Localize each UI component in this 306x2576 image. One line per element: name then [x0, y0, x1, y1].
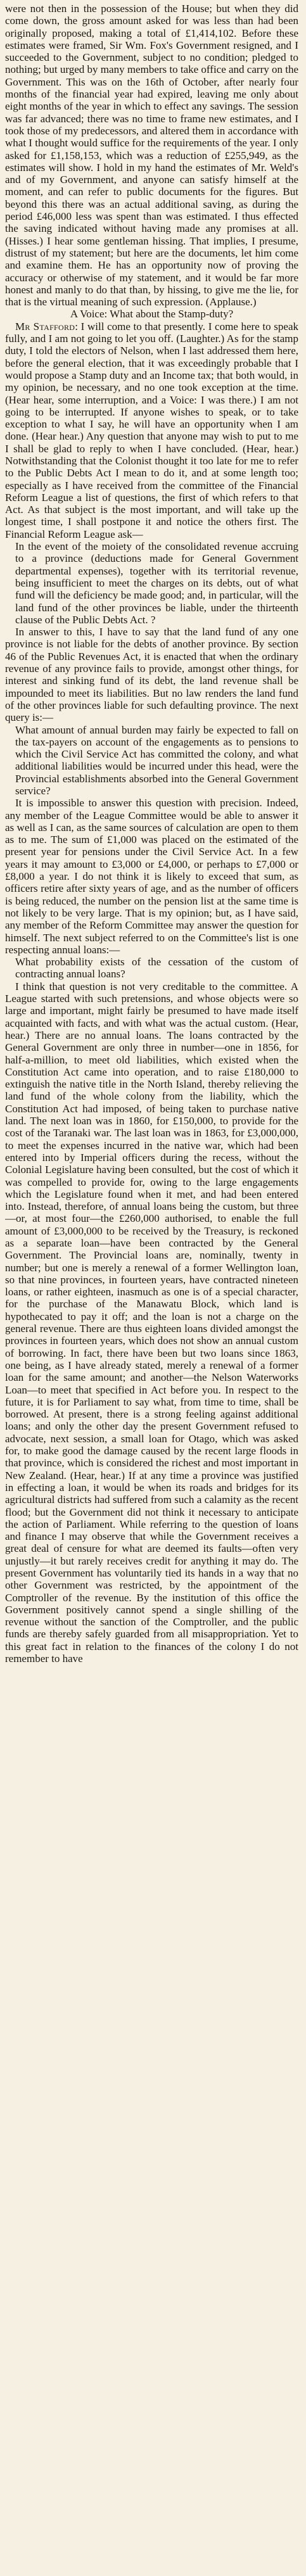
league-question-pensions: What amount of annual burden may fairly be expected to fall on the tax-payers on account of the engagements as to pensions to which the Civil Service Act has committed the colony, and what additional liabilities would be incurred under this head, were the Provincial establishments absorbed into the General Government service? [15, 723, 298, 797]
answer-land-fund: In answer to this, I have to say that the land fund of any one province is not liable for the debts of another province. By section 46 of the Public Revenues Act, it is enacted that when the ordinary revenue of any province fails to provide, amongst other things, for interest and sinking fund of its debt, the land revenue shall be impounded to meet its liabilities. But no law renders the land fund of the other provinces liable for such defaulting province. The next query is:— [5, 626, 298, 724]
answer-annual-loans: I think that question is not very creditable to the committee. A League started with such pretensions, and whose objects were so large and important, might fairly be presumed to have made itself acquainted with facts, and with what was the actual custom. (Hear, hear.) There are no annual loans. The loans contracted by the General Government are only three in number—one in 1856, for half-a-million, to meet old liabilities, which existed when the Constitution Act came into operation, and to raise £180,000 to extinguish the native title in the North Island, thereby relieving the land fund of the whole colony from the liability, which the Constitution Act had imposed, of being taken to purchase native land. The next loan was in 1860, for £150,000, to provide for the cost of the Taranaki war. The last loan was in 1863, for £3,000,000, to meet the expenses incurred in the native war, which had been entered into by Imperial officers during the recess, without the Colonial Legislature having been consulted, but the cost of which it was compelled to provide for, owing to the large engagements which the Legislature found when it met, and had been entered into. Instead, therefore, of annual loans being the custom, but three—or, at most four—the £260,000 authorised, to enable the full amount of £3,000,000 to be received by the Treasury, is reckoned as a separate loan—have been contracted by the General Government. The Provincial loans are, nominally, twenty in number; but one is merely a renewal of a former Wellington loan, so that nine provinces, in fourteen years, have contracted nineteen loans, or rather eighteen, inasmuch as one is of a special character, for the purchase of the Manawatu Block, which land is hypothecated to pay it off; and the loan is not a charge on the general revenue. There are thus eighteen loans divided amongst the provinces in fourteen years, which does not show an annual custom of borrowing. In fact, there have been but two loans since 1863, one being, as I have already stated, merely a renewal of a former loan for the same amount; and another—the Nelson Waterworks Loan—to meet that specified in Act before you. In respect to the future, it is for Parliament to say what, from time to time, shall be borrowed. At present, there is a strong feeling against additional loans; and only the other day the present Government refused to advocate, next session, a small loan for Otago, which was asked for, to make good the damage caused by the recent large floods in that province, which is considered the richest and most important in New Zealand. (Hear, hear.) If at any time a province was justified in effecting a loan, it would be when its roads and bridges for its agricultural districts had suffered from such a calamity as the recent flood; but the Government did not think it necessary to anticipate the action of Parliament. While referring to the question of loans and finance I may observe that while the Government receives a great deal of censure for what are deemed its faults—often very unjustly—it but rarely receives credit for anything it may do. The present Government has voluntarily tied its hands in a way that no other Government was restricted, by the appointment of the Comptroller of the revenue. By the institution of this office the Government positively cannot spend a single shilling of the revenue without the sanction of the Comptroller, and the public funds are thereby safely guarded from all misappropriation. Yet to this great fact in relation to the finances of the colony I do not remember to have [5, 980, 298, 1665]
paragraph-stafford-reply [5, 320, 298, 540]
answer-pensions: It is impossible to answer this question with precision. Indeed, any member of the League Committee would be able to answer it as well as I can, as the same sources of calculation are open to them as to me. The sum of £1,000 was placed on the estimated of the present year for pensions under the Civil Service Act. In a few years it may amount to £3,000 or £4,000, or perhaps to £7,000 or £8,000 a year. I do not think it is likely to exceed that sum, as officers retire after sixty years of age, and as the number of officers is being reduced, the number on the pension list at the same time is not likely to be very large. That is my opinion; but, as I have said, any member of the Reform Committee may answer the question for himself. The next subject referred to on the Committee's list is one respecting annual loans:— [5, 797, 298, 956]
voice-interjection: A Voice: What about the Stamp-duty? [70, 308, 234, 320]
article-column [5, 3, 298, 2574]
speaker-name: Mr Stafford [15, 320, 75, 333]
league-question-land-fund: In the event of the moiety of the consolidated revenue accruing to a province (deductions made for General Government departmental expenses), together with its territorial revenue, being insufficient to meet the charges on its debts, out of what fund will the deficiency be made good; and, in particular, will the land fund of the other provinces be liable, under the thirteenth clause of the Public Debts Act. ? [15, 540, 298, 626]
paragraph-opening-financial-statement: were not then in the possession of the House; but when they did come down, the gross amount asked for was less than had been originally proposed, making a total of £1,414,102. Before these estimates were framed, Sir Wm. Fox's Government resigned, and I succeeded to the Government, subject to no condition; pledged to nothing; but urged by many members to take office and carry on the Government. This was on the 16th of October, after nearly four months of the financial year had expired, leaving me only about eight months of the year in which to effect any savings. The session was far advanced; there was no time to frame new estimates, and I took those of my predecessors, and altered them in accordance with what I thought would suffice for the requirements of the year. I only asked for £1,158,153, which was a reduction of £255,949, as the estimates will show. I hold in my hand the estimates of Mr. Weld's and of my Government, and anyone can satisfy himself at the moment, and can refer to public documents for the figures. But beyond this there was an actual additional saving, as during the period £46,000 less was spent than was estimated. I thus effected the saving indicated without having made any promises at all. (Hisses.) I hear some gentleman hissing. That implies, I presume, distrust of my statement; but here are the documents, let him come and examine them. He has an opportunity now of proving the accuracy or otherwise of my statement, and it would be far more honest and manly to do that than, by hissing, to give me the lie, for that is the virtual meaning of such expression. (Applause.) [5, 3, 298, 308]
speaker-text: : I will come to that presently. I come here to speak fully, and I am not going to let you off. (Laughter.) As for the stamp duty, I told the electors of Nelson, when I last addressed them here, before the general election, that it was exceedingly probable that I would propose a Stamp duty and an Income tax; that both would, in my opinion, be necessary, and no one took exception at the time. (Hear hear, some interruption, and a Voice: I was there.) I am not going to be interrupted. If anyone wishes to speak, or to take exception to what I say, he will have an opportunity when I am done. (Hear hear.) Any question that anyone may wish to put to me I shall be glad to reply to when I have concluded. (Hear, hear.) Notwithstanding that the Colonist thought it too late for me to refer to the Public Debts Act I mean to do it, and at some length too; especially as I have received from the committee of the Financial Reform League a list of questions, the first of which refers to that Act. As that subject is the most important, and will take up the longest time, I shall postpone it and notice the others first. The Financial Reform League ask— [5, 320, 298, 540]
league-question-annual-loans: What probability exists of the cessation of the custom of contracting annual loans? [15, 956, 298, 980]
